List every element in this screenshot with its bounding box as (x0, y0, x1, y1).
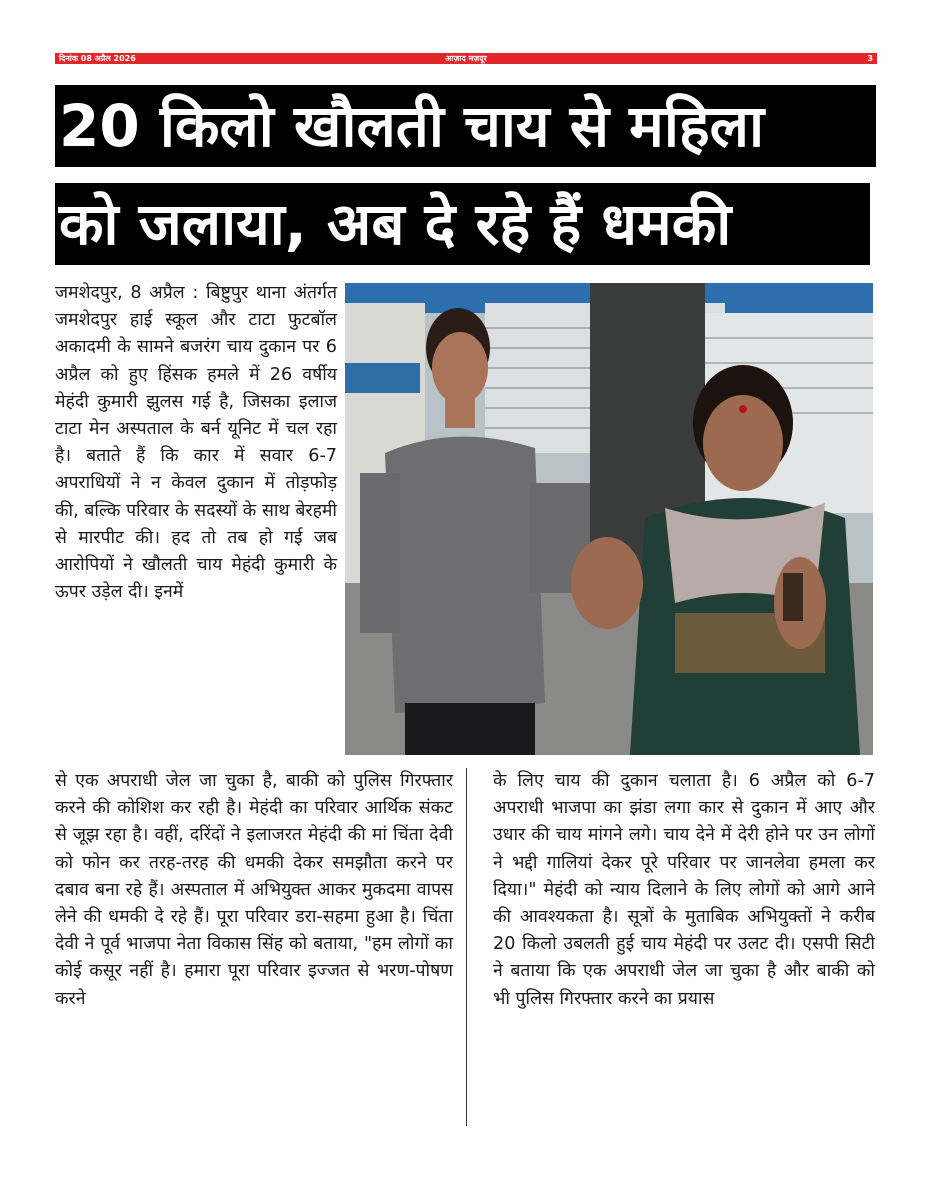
headline-line-1: 20 किलो खौलती चाय से महिला (55, 85, 876, 167)
article-left-column: से एक अपराधी जेल जा चुका है, बाकी को पुलिस गिरफ्तार करने की कोशिश कर रही है। मेहंदी का परिवार आर्थिक संकट से जूझ रहा है। वहीं, दरिंदों ने इलाजरत मेहंदी की मां चिंता देवी को फोन कर तरह-तरह की धमकी देकर समझौता करने पर दबाव बना रहे हैं। अस्पताल में अभियुक्त आकर मुकदमा वापस लेने की धमकी दे रहे हैं। पूरा परिवार डरा-सहमा हुआ है। चिंता देवी ने पूर्व भाजपा नेता विकास सिंह को बताया, "हम लोगों का कोई कसूर नहीं है। हमारा पूरा परिवार इज्जत से भरण-पोषण करने (55, 771, 453, 1009)
article-right-column: के लिए चाय की दुकान चलाता है। 6 अप्रैल को 6-7 अपराधी भाजपा का झंडा लगा कार से दुकान में आए और उधार की चाय मांगने लगे। चाय देने में देरी होने पर उन लोगों ने भद्दी गालियां देकर पूरे परिवार पर जानलेवा हमला कर दिया।" मेहंदी को न्याय दिलाने के लिए लोगों को आगे आने की आवश्यकता है। सूत्रों के मुताबिक अभियुक्तों ने करीब 20 किलो उबलती हुई चाय मेहंदी पर उलट दी। एसपी सिटी ने बताया कि एक अपराधी जेल जा चुका है और बाकी को भी पुलिस गिरफ्तार करने का प्रयास (493, 771, 875, 1009)
masthead-bar (55, 53, 877, 64)
photo-illustration (345, 283, 873, 755)
newspaper-name: आज़ाद मज़दूर (445, 54, 487, 63)
news-photo (345, 283, 873, 755)
issue-date: दिनांक 08 अप्रैल 2026 (59, 54, 136, 63)
page-number: 3 (867, 54, 873, 63)
headline-line-2: को जलाया, अब दे रहे हैं धमकी (55, 183, 870, 265)
article-intro-column: जमशेदपुर, 8 अप्रैल : बिष्टुपुर थाना अंतर्गत जमशेदपुर हाई स्कूल और टाटा फुटबॉल अकादमी के सामने बजरंग चाय दुकान पर 6 अप्रैल को हुए हिंसक हमले में 26 वर्षीय मेहंदी कुमारी झुलस गई है, जिसका इलाज टाटा मेन अस्पताल के बर्न यूनिट में चल रहा है। बताते हैं कि कार में सवार 6-7 अपराधियों ने न केवल दुकान में तोड़फोड़ की, बल्कि परिवार के सदस्यों के साथ बेरहमी से मारपीट की। हद तो तब हो गई जब आरोपियों ने खौलती चाय मेहंदी कुमारी के ऊपर उड़ेल दी। इनमें (55, 283, 337, 603)
column-divider (466, 768, 467, 1126)
